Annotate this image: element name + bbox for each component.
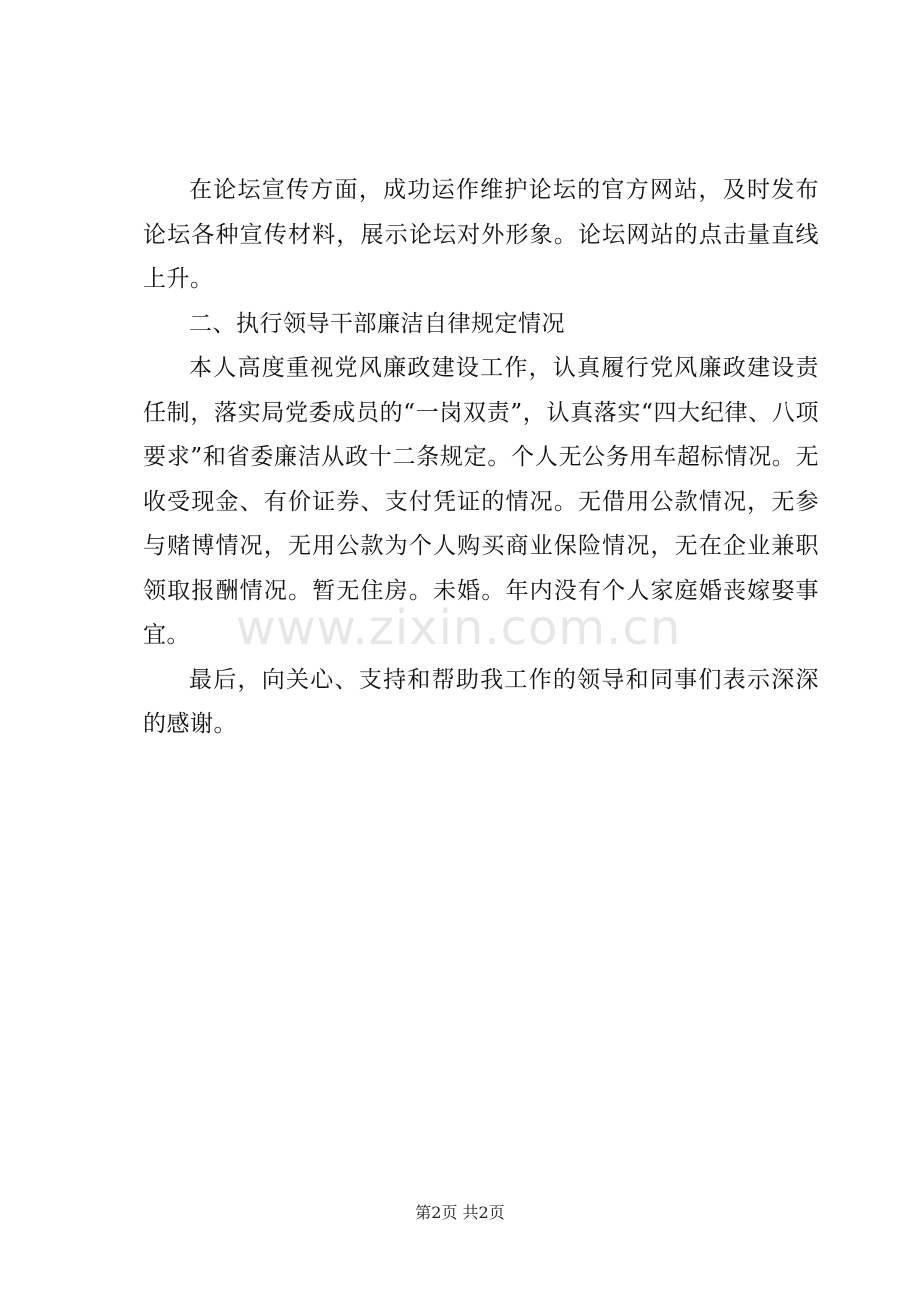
paragraph-integrity-details: 本人高度重视党风廉政建设工作，认真履行党风廉政建设责任制，落实局党委成员的“一岗双责”，认真落实“四大纪律、八项要求”和省委廉洁从政十二条规定。个人无公务用车超标情况。无收受现金、有价证券、支付凭证的情况。无借用公款情况，无参与赌博情况，无用公款为个人购买商业保险情况，无在企业兼职领取报酬情况。暂无住房。未婚。年内没有个人家庭婚丧嫁娶事宜。 <box>143 355 819 648</box>
document-body <box>143 168 819 747</box>
section-heading-integrity: 二、执行领导干部廉洁自律规定情况 <box>189 310 565 337</box>
paragraph-thanks: 最后，向关心、支持和帮助我工作的领导和同事们表示深深的感谢。 <box>143 666 819 737</box>
watermark: www.zixin.com.cn <box>236 600 682 656</box>
paragraph-forum-publicity: 在论坛宣传方面，成功运作维护论坛的官方网站，及时发布论坛各种宣传材料，展示论坛对外形象。论坛网站的点击量直线上升。 <box>143 177 819 292</box>
page-footer: 第2页 共2页 <box>415 1203 505 1222</box>
